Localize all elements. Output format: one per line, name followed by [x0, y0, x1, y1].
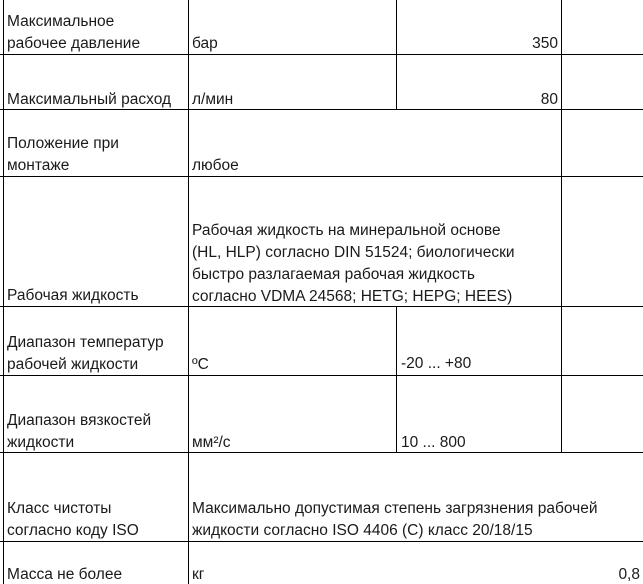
grid-vline: [396, 306, 397, 453]
param-line: согласно коду ISO: [7, 522, 139, 539]
description-line: согласно VDMA 24568; HETG; HEPG; HEES): [192, 288, 513, 305]
param-line: рабочей жидкости: [7, 356, 139, 373]
unit-cell: мм²/с: [192, 434, 231, 451]
param-cell: [7, 133, 119, 177]
param-cell: [7, 332, 164, 376]
grid-vline: [188, 0, 189, 584]
unit-cell: кг: [192, 566, 205, 583]
param-cell: [7, 410, 151, 454]
value-cell: -20 ... +80: [401, 355, 472, 372]
fluid-description: [192, 220, 515, 308]
value-cell: 0,8: [618, 566, 640, 583]
grid-vline: [561, 306, 562, 453]
grid-vline: [3, 0, 4, 584]
param-line: Рабочая жидкость: [7, 287, 139, 304]
param-line: Диапазон вязкостей: [7, 412, 152, 429]
param-line: жидкости: [7, 434, 75, 451]
param-cell: [7, 89, 171, 111]
param-line: Максимальное: [7, 13, 115, 30]
description-line: жидкости согласно ISO 4406 (С) класс 20/18/15: [192, 522, 533, 539]
description-line: Рабочая жидкость на минеральной основе: [192, 222, 501, 239]
description-line: Максимально допустимая степень загрязнения рабочей: [192, 500, 598, 517]
param-line: Положение при: [7, 135, 119, 152]
description-line: быстро разлагаемая рабочая жидкость: [192, 266, 475, 283]
unit-cell: ºC: [192, 356, 209, 373]
value-cell: 10 ... 800: [401, 434, 466, 451]
param-cell: [7, 564, 122, 584]
unit-cell: бар: [192, 35, 218, 52]
param-cell: [7, 498, 139, 542]
value-cell: 350: [532, 35, 558, 52]
cleanliness-description: [192, 498, 598, 542]
param-line: Максимальный расход: [7, 91, 172, 108]
grid-vline: [561, 0, 562, 307]
param-line: Диапазон температур: [7, 334, 164, 351]
param-line: Масса не более: [7, 566, 123, 583]
unit-cell: л/мин: [192, 91, 234, 108]
description-line: (HL, HLP) согласно DIN 51524; биологически: [192, 244, 515, 261]
param-line: рабочее давление: [7, 35, 141, 52]
unit-cell: любое: [192, 157, 239, 174]
value-cell: 80: [540, 91, 558, 108]
param-cell: [7, 285, 139, 307]
param-cell: [7, 11, 140, 55]
grid-vline: [396, 0, 397, 110]
param-line: Класс чистоты: [7, 500, 112, 517]
param-line: монтаже: [7, 157, 70, 174]
